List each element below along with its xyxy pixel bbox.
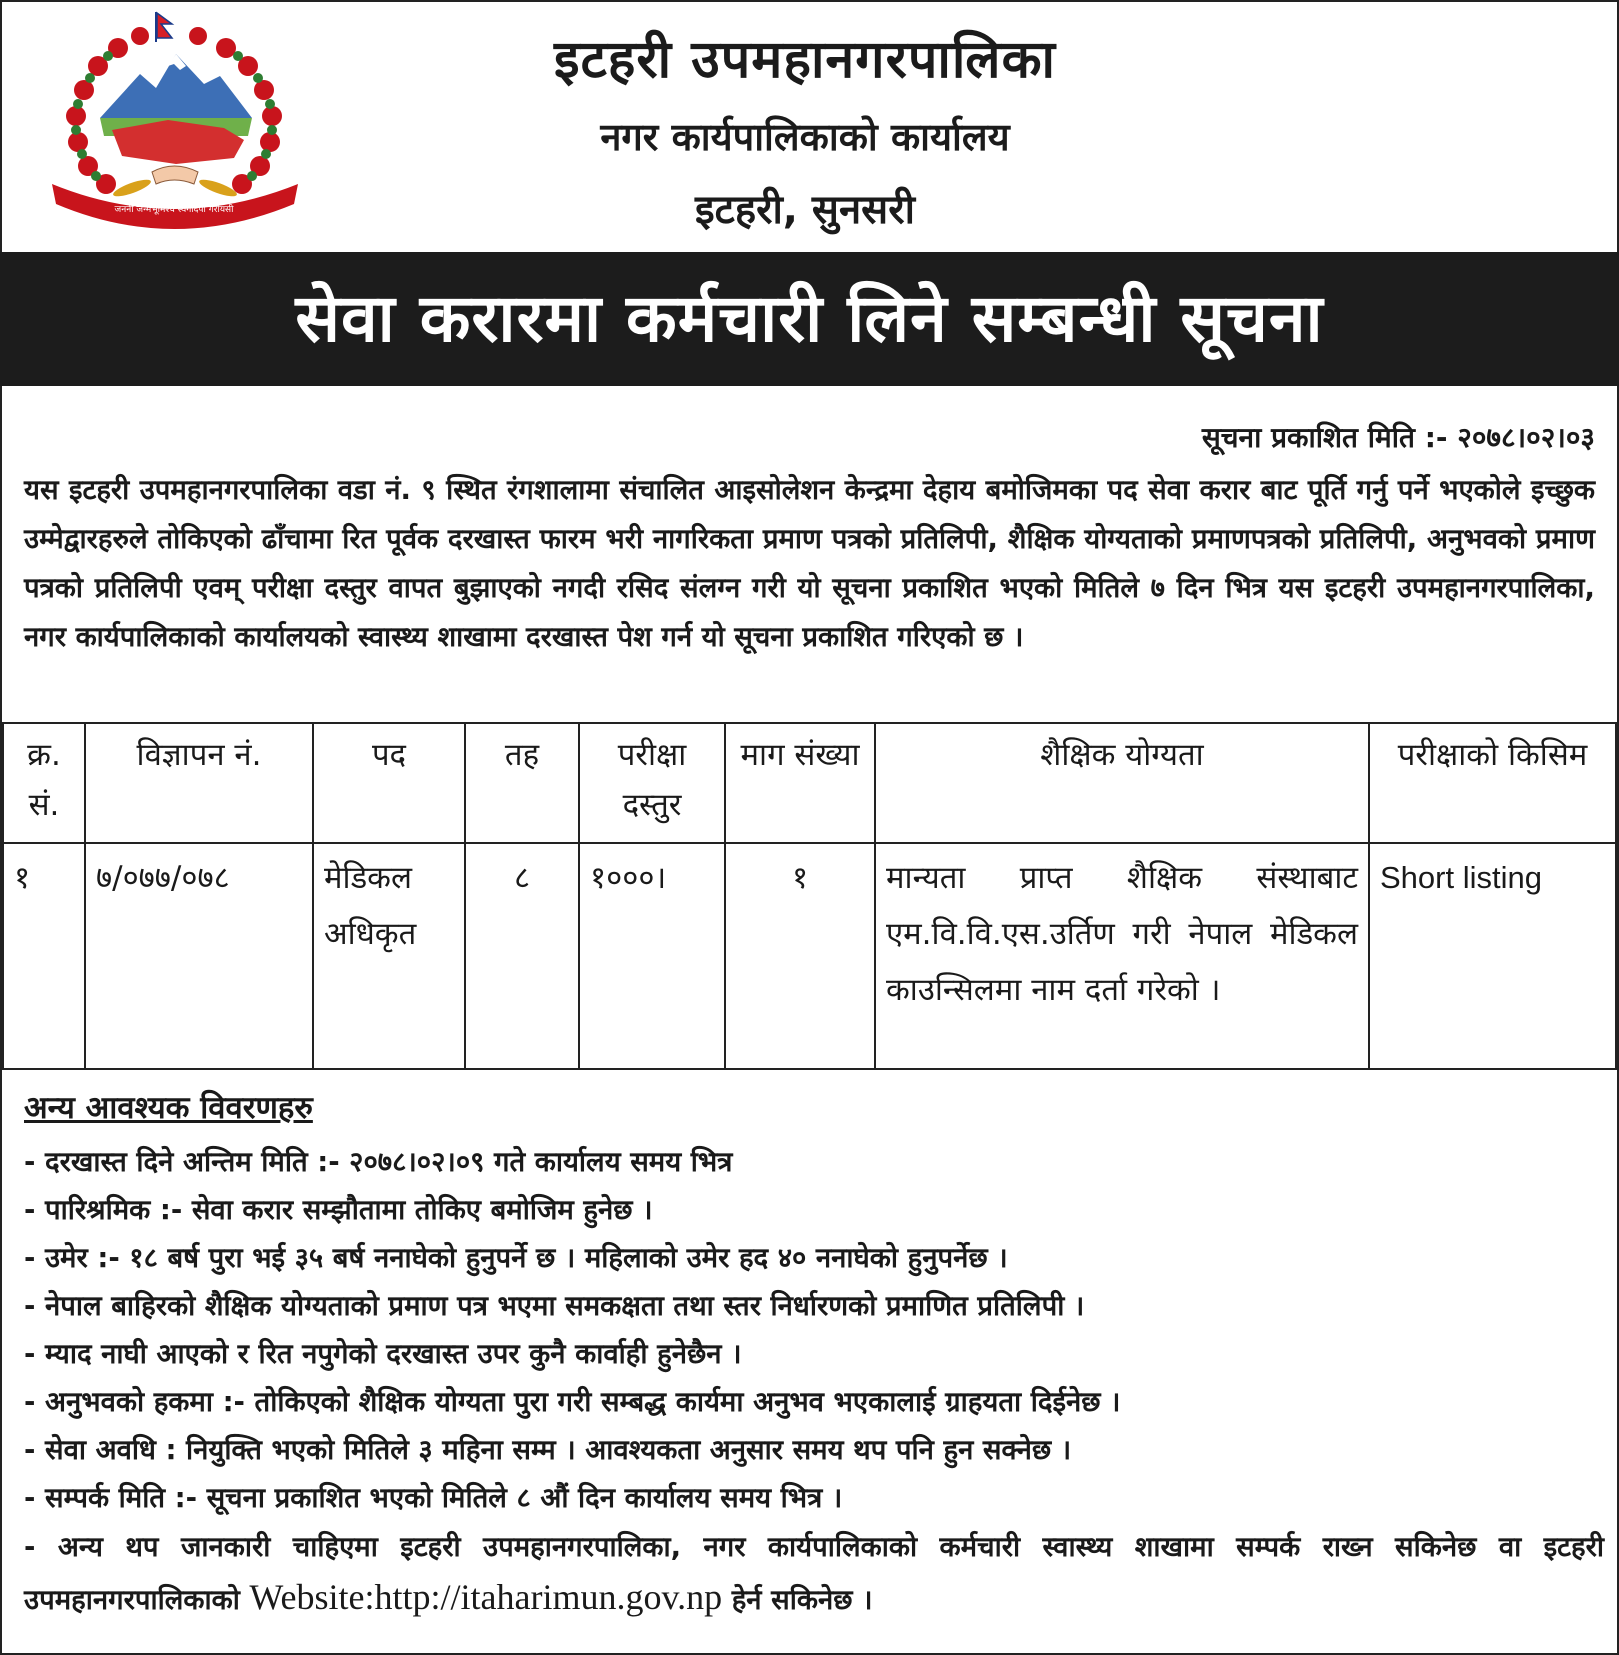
office-name: नगर कार्यपालिकाको कार्यालय	[600, 115, 1010, 159]
intro-paragraph: यस इटहरी उपमहानगरपालिका वडा नं. ९ स्थित रंगशालामा संचालित आइसोलेशन केन्द्रमा देहाय बमोजिमका पद सेवा करार बाट पूर्ति गर्नु पर्ने भएकोले इच्छुक उम्मेद्वारहरुले तोकिएको ढाँचामा रित पूर्वक दरखास्त फारम भरी नागरिकता प्रमाण पत्रको प्रतिलिपी, शैक्षिक योग्यताको प्रमाणपत्रको प्रतिलिपी, अनुभवको प्रमाण पत्रको प्रतिलिपी एवम् परीक्षा दस्तुर वापत बुझाएको नगदी रसिद संलग्न गरी यो सूचना प्रकाशित भएको मितिले ७ दिन भित्र यस इटहरी उपमहानगरपालिका, नगर कार्यपालिकाको कार्यालयको स्वास्थ्य शाखामा दरखास्त पेश गर्न यो सूचना प्रकाशित गरिएको छ ।	[24, 474, 1596, 653]
flag-icon	[156, 12, 172, 42]
website-link[interactable]: Website:http://itaharimun.gov.np	[249, 1577, 723, 1617]
table-row	[3, 843, 1616, 1069]
cell-qualification: मान्यता प्राप्त शैक्षिक संस्थाबाट एम.वि.वि.एस.उर्तिण गरी नेपाल मेडिकल काउन्सिलमा नाम दर्ता गरेको ।	[875, 843, 1369, 1069]
list-item: - उमेर :- १८ बर्ष पुरा भई ३५ बर्ष ननाघेको हुनुपर्ने छ । महिलाको उमेर हद ४० ननाघेको हुनुपर्नेछ ।	[24, 1242, 1008, 1274]
col-header-fee: परीक्षा दस्तुर	[579, 723, 725, 843]
col-header-qualification: शैक्षिक योग्यता	[875, 723, 1369, 843]
list-item: - नेपाल बाहिरको शैक्षिक योग्यताको प्रमाण पत्र भएमा समकक्षता तथा स्तर निर्धारणको प्रमाणित प्रतिलिपी ।	[24, 1290, 1085, 1322]
list-item: - अनुभवको हकमा :- तोकिएको शैक्षिक योग्यता पुरा गरी सम्बद्ध कार्यमा अनुभव भएकालाई ग्राहयता दिईनेछ ।	[24, 1386, 1121, 1418]
list-item: - दरखास्त दिने अन्तिम मिति :- २०७८।०२।०९ गते कार्यालय समय भित्र	[24, 1146, 733, 1178]
other-details-list	[24, 1138, 1604, 1625]
cell-ad-no: ७/०७७/०७८	[85, 843, 313, 1069]
notice-title-banner: सेवा करारमा कर्मचारी लिने सम्बन्धी सूचना	[0, 252, 1619, 386]
nepal-emblem	[48, 8, 320, 240]
col-header-sn: क्र. सं.	[3, 723, 85, 843]
handshake-icon	[152, 166, 198, 184]
cell-demand: १	[725, 843, 875, 1069]
list-item: - सेवा अवधि : नियुक्ति भएको मितिले ३ महिना सम्म । आवश्यकता अनुसार समय थप पनि हुन सक्नेछ ।	[24, 1434, 1072, 1466]
col-header-exam-type: परीक्षाको किसिम	[1369, 723, 1616, 843]
list-item-contact	[24, 1522, 1604, 1625]
col-header-ad-no: विज्ञापन नं.	[85, 723, 313, 843]
emblem-motto: जननी जन्मभूमिश्च स्वर्गादपी गरीयसी	[114, 205, 234, 215]
municipality-name: इटहरी उपमहानगरपालिका	[554, 30, 1056, 90]
office-location: इटहरी, सुनसरी	[695, 187, 915, 233]
publication-date: सूचना प्रकाशित मिति :- २०७८।०२।०३	[1201, 421, 1595, 454]
cell-fee: १०००।	[579, 843, 725, 1069]
cell-level: ८	[465, 843, 579, 1069]
col-header-demand: माग संख्या	[725, 723, 875, 843]
cell-exam-type: Short listing	[1369, 843, 1616, 1069]
col-header-post: पद	[313, 723, 465, 843]
list-item: - सम्पर्क मिति :- सूचना प्रकाशित भएको मितिले ८ औं दिन कार्यालय समय भित्र ।	[24, 1482, 843, 1514]
cell-sn: १	[3, 843, 85, 1069]
contact-text: - अन्य थप जानकारी चाहिएमा इटहरी उपमहानगरपालिका, नगर कार्यपालिकाको कर्मचारी स्वास्थ्य शाखामा सम्पर्क राख्न सकिनेछ वा इटहरी उपमहानगरपालिकाको	[24, 1531, 1604, 1616]
table-header-row	[3, 723, 1616, 843]
list-item: - पारिश्रमिक :- सेवा करार सम्झौतामा तोकिए बमोजिम हुनेछ ।	[24, 1194, 653, 1226]
other-details-heading: अन्य आवश्यक विवरणहरु	[24, 1090, 313, 1126]
list-item: - म्याद नाघी आएको र रित नपुगेको दरखास्त उपर कुनै कार्वाही हुनेछैन ।	[24, 1338, 742, 1370]
cell-post: मेडिकल अधिकृत	[313, 843, 465, 1069]
vacancy-table	[2, 722, 1617, 1070]
col-header-level: तह	[465, 723, 579, 843]
contact-text-end: हेर्न सकिनेछ ।	[722, 1584, 873, 1616]
